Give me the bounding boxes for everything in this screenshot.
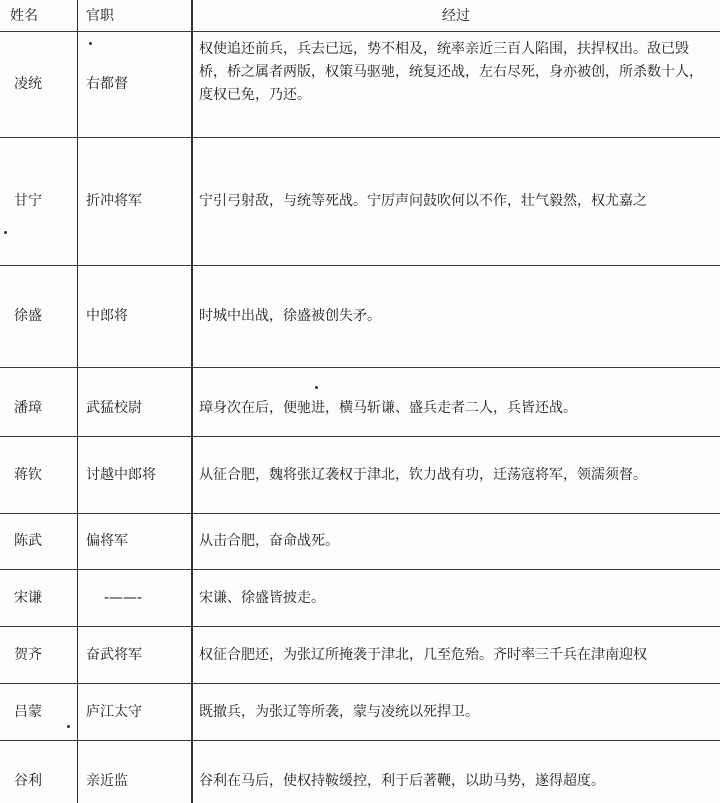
row-title: 偏将军 [86, 533, 128, 549]
scan-speck [67, 725, 70, 728]
row-title: 武猛校尉 [86, 399, 142, 416]
row-name: 贺齐 [14, 646, 42, 663]
row-desc: 既撤兵，为张辽等所袭，蒙与凌统以死捍卫。 [199, 703, 479, 720]
row-title: -——- [104, 589, 143, 606]
row-name: 吕蒙 [14, 703, 42, 720]
row-title: 讨越中郎将 [86, 466, 156, 483]
row-title: 庐江太守 [86, 703, 142, 720]
row-desc: 璋身次在后，便驰进，横马斩谦、盛兵走者二人，兵皆还战。 [199, 399, 577, 416]
row-desc: 宋谦、徐盛皆披走。 [199, 589, 325, 606]
row-title: 折冲将军 [86, 193, 142, 209]
row-name: 凌统 [14, 76, 42, 92]
row-name: 谷利 [14, 773, 42, 789]
row-name: 宋谦 [14, 589, 42, 606]
scan-speck [89, 42, 92, 45]
scan-speck [315, 386, 318, 389]
header-desc: 经过 [442, 7, 470, 24]
row-desc: 谷利在马后，使权持鞍缓控，利于后著鞭，以助马势，遂得超度。 [199, 773, 605, 789]
row-divider [0, 740, 720, 741]
row-name: 徐盛 [14, 308, 42, 324]
row-desc: 从击合肥，奋命战死。 [199, 533, 339, 549]
row-title: 亲近监 [86, 773, 128, 789]
row-desc: 时城中出战，徐盛被创失矛。 [199, 308, 381, 324]
row-desc: 宁引弓射敌，与统等死战。宁厉声问鼓吹何以不作，壮气毅然，权尤嘉之 [199, 193, 647, 209]
row-name: 陈武 [14, 533, 42, 549]
row-title: 右都督 [86, 76, 128, 92]
row-desc: 权使追还前兵，兵去已远，势不相及，统率亲近三百人陷围，扶捍权出。敌已毁桥，桥之属者两版，权策马驱驰，统复还战，左右尽死，身亦被创，所杀数十人，度权已免，乃还。 [199, 41, 703, 103]
scan-speck [4, 231, 7, 234]
row-name: 潘璋 [14, 399, 42, 416]
header-name: 姓名 [10, 7, 38, 24]
row-desc: 权征合肥还，为张辽所掩袭于津北，几至危殆。齐时率三千兵在津南迎权 [199, 646, 647, 663]
header-title: 官职 [86, 7, 114, 24]
row-name: 甘宁 [14, 193, 42, 209]
row-name: 蒋钦 [14, 466, 42, 483]
row-title: 奋武将军 [86, 646, 142, 663]
row-title: 中郎将 [86, 308, 128, 324]
row-desc: 从征合肥，魏将张辽袭权于津北，钦力战有功，迁荡寇将军，领濡须督。 [199, 466, 647, 483]
